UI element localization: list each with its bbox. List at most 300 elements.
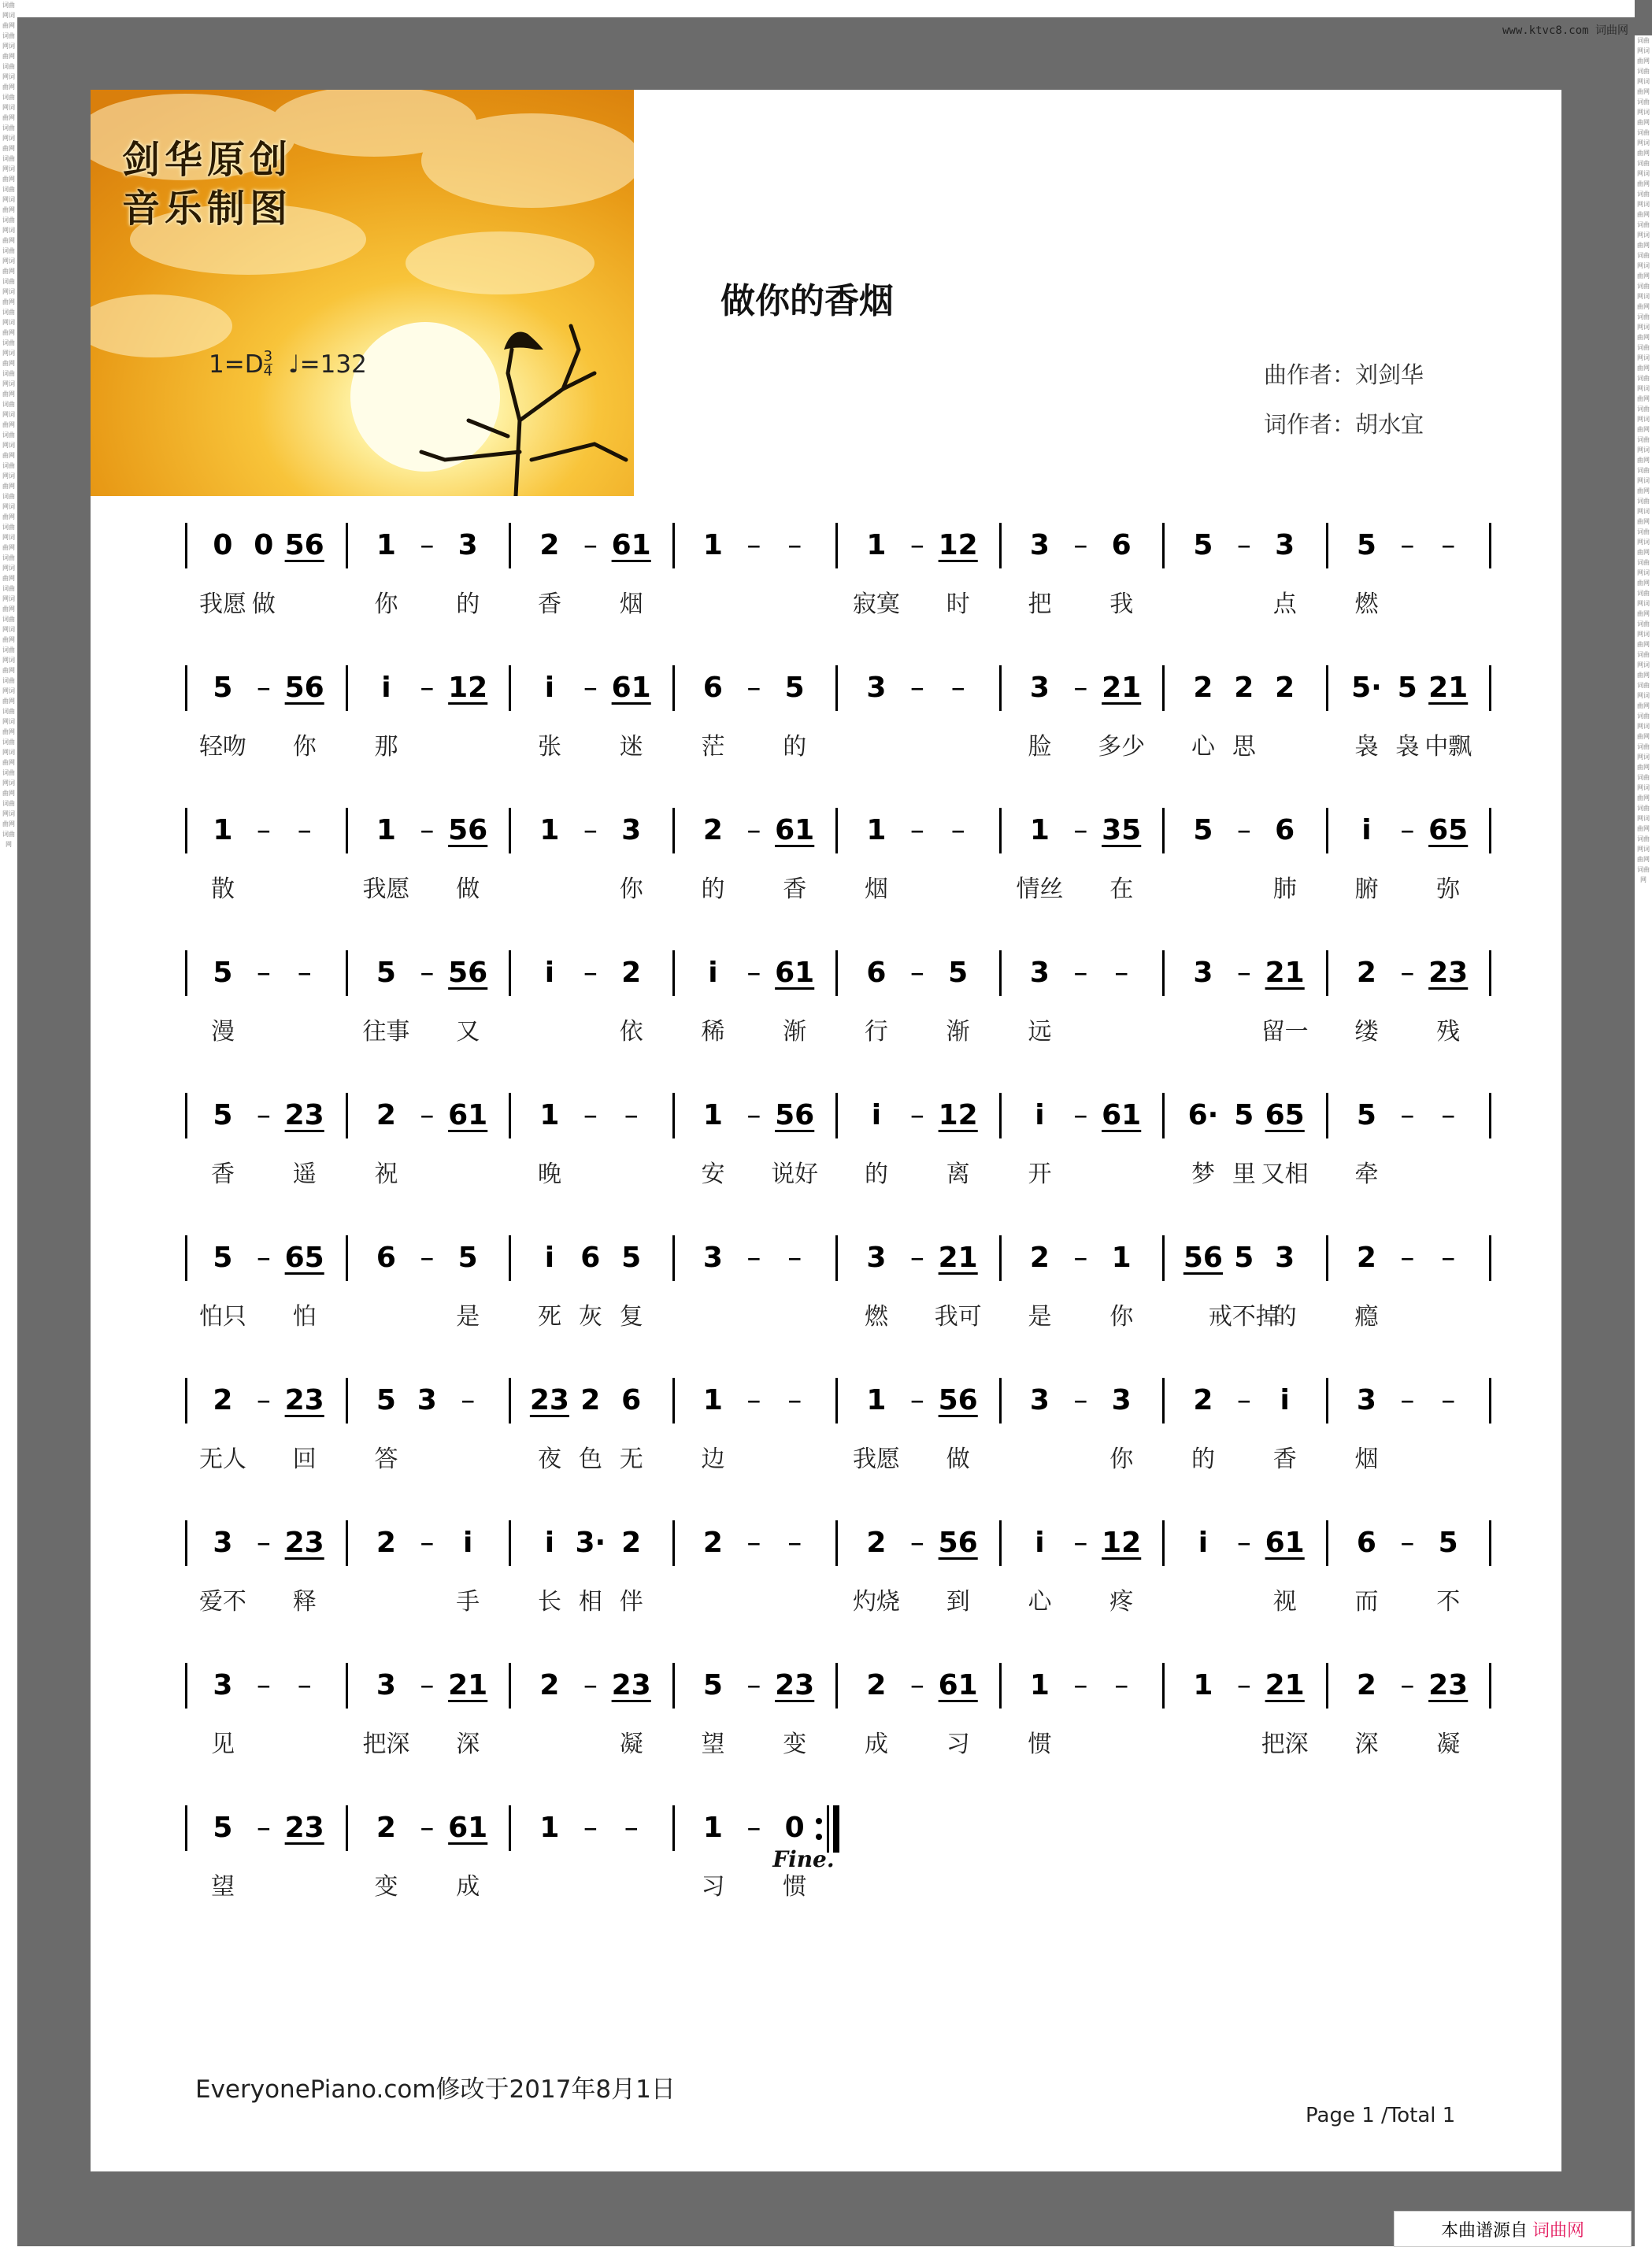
- source-note: EveryonePiano.com修改于2017年8月1日: [195, 2075, 676, 2104]
- barline: [509, 1805, 511, 1851]
- dash-mark: –: [787, 529, 802, 561]
- note: 23: [284, 1099, 324, 1131]
- barline: [346, 1378, 348, 1423]
- note: 6: [580, 1242, 601, 1274]
- dash-mark: –: [583, 529, 598, 561]
- notation-line: [91, 800, 1561, 863]
- dash-mark: –: [624, 1812, 639, 1844]
- barline: [1326, 1520, 1328, 1566]
- notation-line: [91, 1512, 1561, 1575]
- lyric-word: 祝: [374, 1161, 398, 1188]
- lyric-word: 戒不掉: [1208, 1303, 1280, 1331]
- barline: [346, 1093, 348, 1138]
- note: 61: [448, 1812, 488, 1844]
- barline: [509, 665, 511, 711]
- note: 3: [1029, 1384, 1050, 1416]
- lyric-word: 行: [864, 1018, 888, 1046]
- barline: [1162, 1378, 1165, 1423]
- note: 2: [376, 1099, 396, 1131]
- lyric-line: [91, 1582, 1561, 1621]
- lyric-word: 香: [1272, 1446, 1297, 1473]
- note: 6: [1356, 1527, 1376, 1559]
- note: 5: [1397, 672, 1417, 704]
- note: 1: [1029, 814, 1050, 846]
- lyric-word: 把: [1028, 590, 1052, 618]
- barline: [1162, 1235, 1165, 1281]
- dash-mark: –: [1400, 814, 1415, 846]
- lyric-word: 我愿: [362, 876, 410, 903]
- barline: [1162, 808, 1165, 853]
- lyric-word: 开: [1028, 1161, 1052, 1188]
- note: 3: [702, 1242, 723, 1274]
- barline: [672, 1805, 675, 1851]
- note: 2: [1356, 1242, 1376, 1274]
- note: 23: [284, 1384, 324, 1416]
- lyric-word: 变: [374, 1873, 398, 1901]
- top-strip: [17, 0, 1635, 17]
- barline: [1489, 950, 1491, 996]
- dash-mark: –: [256, 1669, 271, 1701]
- lyric-word: 你: [619, 876, 643, 903]
- note: i: [544, 957, 555, 989]
- dash-mark: –: [1073, 957, 1088, 989]
- note: 3: [866, 1242, 887, 1274]
- note: 3: [376, 1669, 396, 1701]
- note: 21: [1265, 1669, 1305, 1701]
- composer-credit: 曲作者：刘剑华: [1264, 361, 1424, 388]
- note: 5: [457, 1242, 478, 1274]
- barline: [346, 808, 348, 853]
- dash-mark: –: [1073, 1384, 1088, 1416]
- note: 1: [376, 529, 396, 561]
- barline: [509, 1378, 511, 1423]
- dash-mark: –: [297, 814, 312, 846]
- note: 1: [213, 814, 233, 846]
- notation-line: [91, 657, 1561, 720]
- lyric-word: 里: [1232, 1161, 1256, 1188]
- cover-caption-line1: 剑华原创: [122, 138, 293, 182]
- dash-mark: –: [256, 1099, 271, 1131]
- lyric-word: 心: [1191, 733, 1215, 761]
- note: 2: [621, 1527, 642, 1559]
- barline: [672, 1663, 675, 1709]
- dash-mark: –: [787, 1384, 802, 1416]
- source-badge[interactable]: [1394, 2211, 1632, 2247]
- note: 23: [284, 1812, 324, 1844]
- lyric-word: 多少: [1098, 733, 1146, 761]
- dash-mark: –: [256, 1242, 271, 1274]
- note: 35: [1102, 814, 1142, 846]
- dash-mark: –: [909, 1242, 924, 1274]
- lyric-line: [91, 1154, 1561, 1194]
- note: 61: [611, 529, 651, 561]
- dash-mark: –: [1400, 529, 1415, 561]
- barline: [999, 1663, 1002, 1709]
- lyric-word: 时: [946, 590, 970, 618]
- dash-mark: –: [256, 1384, 271, 1416]
- note: 6: [1111, 529, 1132, 561]
- lyric-word: 变: [783, 1731, 807, 1758]
- dash-mark: –: [420, 529, 435, 561]
- lyric-word: 爱不: [198, 1588, 246, 1616]
- dash-mark: –: [1073, 814, 1088, 846]
- note: 5: [213, 1099, 233, 1131]
- note: 2: [1356, 957, 1376, 989]
- barline: [1489, 1663, 1491, 1709]
- tempo: [288, 350, 367, 379]
- lyric-word: 深: [1354, 1731, 1379, 1758]
- lyric-word: 答: [374, 1446, 398, 1473]
- note: 3: [213, 1669, 233, 1701]
- barline: [835, 523, 838, 568]
- note: 0: [254, 529, 274, 561]
- barline: [835, 1520, 838, 1566]
- note: 6: [621, 1384, 642, 1416]
- note: 1: [866, 814, 887, 846]
- dash-mark: –: [583, 1669, 598, 1701]
- dash-mark: –: [909, 672, 924, 704]
- lyric-word: 轻吻: [198, 733, 246, 761]
- page-number: Page 1 /Total 1: [1306, 2104, 1456, 2127]
- note: 1: [702, 1099, 723, 1131]
- lyric-word: 我愿: [852, 1446, 900, 1473]
- note: 2: [866, 1527, 887, 1559]
- lyric-word: 思: [1232, 733, 1256, 761]
- lyric-word: 做: [456, 876, 480, 903]
- lyric-word: 牵: [1354, 1161, 1379, 1188]
- dash-mark: –: [1400, 957, 1415, 989]
- note: 5: [213, 1242, 233, 1274]
- lyric-word: 瘾: [1354, 1303, 1379, 1331]
- note: 61: [1265, 1527, 1305, 1559]
- lyric-word: 是: [456, 1303, 480, 1331]
- lyric-word: 晚: [537, 1161, 561, 1188]
- lyric-word: 心: [1028, 1588, 1052, 1616]
- dash-mark: –: [1114, 957, 1129, 989]
- note: 6·: [1187, 1099, 1219, 1131]
- lyric-word: 点: [1272, 590, 1297, 618]
- barline: [1489, 665, 1491, 711]
- badge-site: 词曲网: [1532, 2220, 1585, 2241]
- left-watermark-strip: 词曲网词曲网词曲网词曲网词曲网词曲网词曲网词曲网词曲网词曲网词曲网词曲网词曲网词曲网词曲网词曲网词曲网词曲网词曲网词曲网词曲网词曲网词曲网词曲网词曲网词曲网词曲网词曲网词曲网词曲网词曲网词曲网词曲网词曲网词曲网词曲网词曲网词曲网词曲网词曲网词曲网词曲网词曲网词曲网词曲网词曲网词曲网词曲网词曲网词曲网词曲网词曲网词曲网词曲网词曲网: [0, 0, 17, 2262]
- barline: [509, 1663, 511, 1709]
- barline: [185, 950, 187, 996]
- dash-mark: –: [1236, 957, 1251, 989]
- lyric-word: 弥: [1436, 876, 1461, 903]
- barline: [346, 523, 348, 568]
- lyric-word: 把深: [1261, 1731, 1309, 1758]
- lyric-word: 凝: [1436, 1731, 1461, 1758]
- dash-mark: –: [909, 529, 924, 561]
- lyric-word: 腑: [1354, 876, 1379, 903]
- key-signature: [209, 350, 367, 379]
- note: 5: [1234, 1099, 1254, 1131]
- barline: [346, 1663, 348, 1709]
- tempo-value: =132: [299, 350, 367, 379]
- dash-mark: –: [1073, 1527, 1088, 1559]
- note: 2: [1234, 672, 1254, 704]
- dash-mark: –: [909, 1099, 924, 1131]
- barline: [1162, 523, 1165, 568]
- note: 5: [1356, 1099, 1376, 1131]
- barline: [1489, 808, 1491, 853]
- note: 2: [866, 1669, 887, 1701]
- lyric-word: 我愿: [198, 590, 246, 618]
- note: 2: [1275, 672, 1295, 704]
- lyric-word: 中飘: [1424, 733, 1472, 761]
- lyric-word: 依: [619, 1018, 643, 1046]
- barline: [835, 1378, 838, 1423]
- barline: [1489, 1520, 1491, 1566]
- lyric-word: 远: [1028, 1018, 1052, 1046]
- dash-mark: –: [1441, 529, 1456, 561]
- note: 3: [1275, 529, 1295, 561]
- note: 3: [1356, 1384, 1376, 1416]
- dash-mark: –: [1441, 1242, 1456, 1274]
- dash-mark: –: [624, 1099, 639, 1131]
- barline: [999, 950, 1002, 996]
- barline: [185, 1093, 187, 1138]
- lyric-line: [91, 1439, 1561, 1479]
- barline: [1489, 523, 1491, 568]
- bottom-strip: [17, 2246, 1635, 2262]
- note: 1: [539, 1099, 560, 1131]
- barline: [672, 665, 675, 711]
- barline: [346, 950, 348, 996]
- dash-mark: –: [1236, 1669, 1251, 1701]
- barline: [672, 1093, 675, 1138]
- note: 5: [1234, 1242, 1254, 1274]
- note: 1: [866, 1384, 887, 1416]
- note: i: [708, 957, 718, 989]
- note: 21: [1102, 672, 1142, 704]
- barline: [999, 1235, 1002, 1281]
- note: i: [544, 1242, 555, 1274]
- time-signature: [264, 350, 272, 379]
- note: 3: [1193, 957, 1213, 989]
- barline: [1162, 1520, 1165, 1566]
- lyricist-credit: 词作者：胡水宜: [1264, 411, 1424, 438]
- song-title: 做你的香烟: [720, 281, 894, 321]
- barline: [509, 523, 511, 568]
- notation-line: [91, 942, 1561, 1005]
- lyric-word: 肺: [1272, 876, 1297, 903]
- lyric-word: 张: [537, 733, 561, 761]
- dash-mark: –: [909, 1527, 924, 1559]
- barline: [1326, 1235, 1328, 1281]
- note: 61: [938, 1669, 978, 1701]
- cover-caption-line2: 音乐制图: [122, 187, 293, 231]
- note: 5: [702, 1669, 723, 1701]
- note: 3: [213, 1527, 233, 1559]
- lyric-word: 习: [946, 1731, 970, 1758]
- lyric-word: 望: [701, 1731, 725, 1758]
- dash-mark: –: [746, 1527, 761, 1559]
- note: 3·: [575, 1527, 606, 1559]
- barline: [999, 665, 1002, 711]
- note: 2: [1193, 672, 1213, 704]
- lyric-word: 成: [864, 1731, 888, 1758]
- lyric-word: 怕: [292, 1303, 317, 1331]
- lyric-word: 释: [292, 1588, 317, 1616]
- site-watermark: www.ktvc8.com 词曲网: [1502, 24, 1628, 37]
- barline: [672, 808, 675, 853]
- notation-line: [91, 1655, 1561, 1718]
- dash-mark: –: [909, 814, 924, 846]
- barline: [185, 665, 187, 711]
- note: 5·: [1351, 672, 1382, 704]
- dash-mark: –: [909, 957, 924, 989]
- note: i: [871, 1099, 882, 1131]
- note: 1: [702, 1812, 723, 1844]
- barline: [346, 1235, 348, 1281]
- lyric-word: 香: [210, 1161, 235, 1188]
- note: 61: [448, 1099, 488, 1131]
- note: 12: [938, 529, 978, 561]
- lyric-word: 燃: [1354, 590, 1379, 618]
- dash-mark: –: [420, 1527, 435, 1559]
- lyric-word: 无人: [198, 1446, 246, 1473]
- lyric-word: 渐: [783, 1018, 807, 1046]
- lyric-word: 死: [537, 1303, 561, 1331]
- dash-mark: –: [1073, 672, 1088, 704]
- lyric-word: 我可: [934, 1303, 982, 1331]
- dash-mark: –: [583, 1099, 598, 1131]
- dash-mark: –: [1236, 529, 1251, 561]
- note: i: [1035, 1099, 1045, 1131]
- note: 3: [866, 672, 887, 704]
- barline: [1162, 950, 1165, 996]
- lyric-word: 燃: [864, 1303, 888, 1331]
- dash-mark: –: [461, 1384, 476, 1416]
- note: 3: [1029, 957, 1050, 989]
- lyric-word: 在: [1109, 876, 1134, 903]
- dash-mark: –: [420, 672, 435, 704]
- barline: [672, 1235, 675, 1281]
- lyric-word: 疼: [1109, 1588, 1134, 1616]
- dash-mark: –: [256, 1812, 271, 1844]
- lyric-word: 烟: [1354, 1446, 1379, 1473]
- lyric-word: 留一: [1261, 1018, 1309, 1046]
- note: 2: [213, 1384, 233, 1416]
- barline: [1162, 665, 1165, 711]
- note: 61: [611, 672, 651, 704]
- notation-line: [91, 1085, 1561, 1148]
- lyric-word: 你: [1109, 1303, 1134, 1331]
- dash-mark: –: [420, 1242, 435, 1274]
- dash-mark: –: [1073, 1242, 1088, 1274]
- barline: [1326, 523, 1328, 568]
- note: 5: [376, 957, 396, 989]
- barline: [999, 808, 1002, 853]
- note: 56: [938, 1527, 978, 1559]
- lyric-line: [91, 1867, 1561, 1906]
- dash-mark: –: [1114, 1669, 1129, 1701]
- lyric-line: [91, 1012, 1561, 1051]
- dash-mark: –: [420, 1099, 435, 1131]
- dash-mark: –: [256, 672, 271, 704]
- barline: [185, 1235, 187, 1281]
- note: 65: [1428, 814, 1469, 846]
- note: 56: [448, 957, 488, 989]
- dash-mark: –: [583, 814, 598, 846]
- barline: [1326, 1663, 1328, 1709]
- barline: [835, 1663, 838, 1709]
- dash-mark: –: [746, 1669, 761, 1701]
- note: 1: [866, 529, 887, 561]
- note: 2: [376, 1527, 396, 1559]
- note: 1: [539, 814, 560, 846]
- barline: [346, 1805, 348, 1851]
- barline: [1162, 1093, 1165, 1138]
- lyric-word: 成: [456, 1873, 480, 1901]
- lyric-word: 残: [1436, 1018, 1461, 1046]
- notation-line: [91, 1227, 1561, 1290]
- note: 12: [1102, 1527, 1142, 1559]
- dash-mark: –: [787, 1527, 802, 1559]
- dash-mark: –: [909, 1669, 924, 1701]
- lyric-word: 脸: [1028, 733, 1052, 761]
- barline: [509, 808, 511, 853]
- lyric-word: 回: [292, 1446, 317, 1473]
- lyric-line: [91, 869, 1561, 909]
- note: 2: [702, 1527, 723, 1559]
- lyric-word: 的: [864, 1161, 888, 1188]
- barline: [999, 523, 1002, 568]
- note: 1: [1111, 1242, 1132, 1274]
- lyric-word: 视: [1272, 1588, 1297, 1616]
- note: 5: [1193, 814, 1213, 846]
- dash-mark: –: [746, 672, 761, 704]
- dash-mark: –: [1441, 1099, 1456, 1131]
- right-watermark-strip: 词曲网词曲网词曲网词曲网词曲网词曲网词曲网词曲网词曲网词曲网词曲网词曲网词曲网词曲网词曲网词曲网词曲网词曲网词曲网词曲网词曲网词曲网词曲网词曲网词曲网词曲网词曲网词曲网词曲网词曲网词曲网词曲网词曲网词曲网词曲网词曲网词曲网词曲网词曲网词曲网词曲网词曲网词曲网词曲网词曲网词曲网词曲网词曲网词曲网词曲网词曲网词曲网词曲网词曲网词曲网: [1635, 35, 1652, 2262]
- note: 3: [457, 529, 478, 561]
- lyric-word: 的: [1191, 1446, 1215, 1473]
- lyric-word: 你: [374, 590, 398, 618]
- note: 6: [376, 1242, 396, 1274]
- lyric-word: 手: [456, 1588, 480, 1616]
- barline: [185, 1663, 187, 1709]
- dash-mark: –: [583, 957, 598, 989]
- note: 1: [702, 1384, 723, 1416]
- barline: [1326, 950, 1328, 996]
- time-numerator: 3: [263, 348, 273, 365]
- barline: [835, 1235, 838, 1281]
- note: 3: [1029, 529, 1050, 561]
- note: 61: [775, 957, 815, 989]
- barline: [835, 950, 838, 996]
- note: 3: [621, 814, 642, 846]
- barline: [509, 950, 511, 996]
- lyric-word: 茫: [701, 733, 725, 761]
- lyric-word: 色: [578, 1446, 602, 1473]
- dash-mark: –: [1400, 1099, 1415, 1131]
- lyric-word: 袅: [1354, 733, 1379, 761]
- lyric-word: 望: [210, 1873, 235, 1901]
- lyric-word: 缕: [1354, 1018, 1379, 1046]
- dash-mark: –: [1236, 814, 1251, 846]
- barline: [1326, 1378, 1328, 1423]
- note: 5: [213, 1812, 233, 1844]
- lyric-word: 做: [946, 1446, 970, 1473]
- dash-mark: –: [1236, 1384, 1251, 1416]
- lyric-word: 说好: [771, 1161, 819, 1188]
- lyric-line: [91, 584, 1561, 624]
- lyric-word: 边: [701, 1446, 725, 1473]
- barline: [509, 1520, 511, 1566]
- lyric-word: 灰: [578, 1303, 602, 1331]
- lyric-word: 而: [1354, 1588, 1379, 1616]
